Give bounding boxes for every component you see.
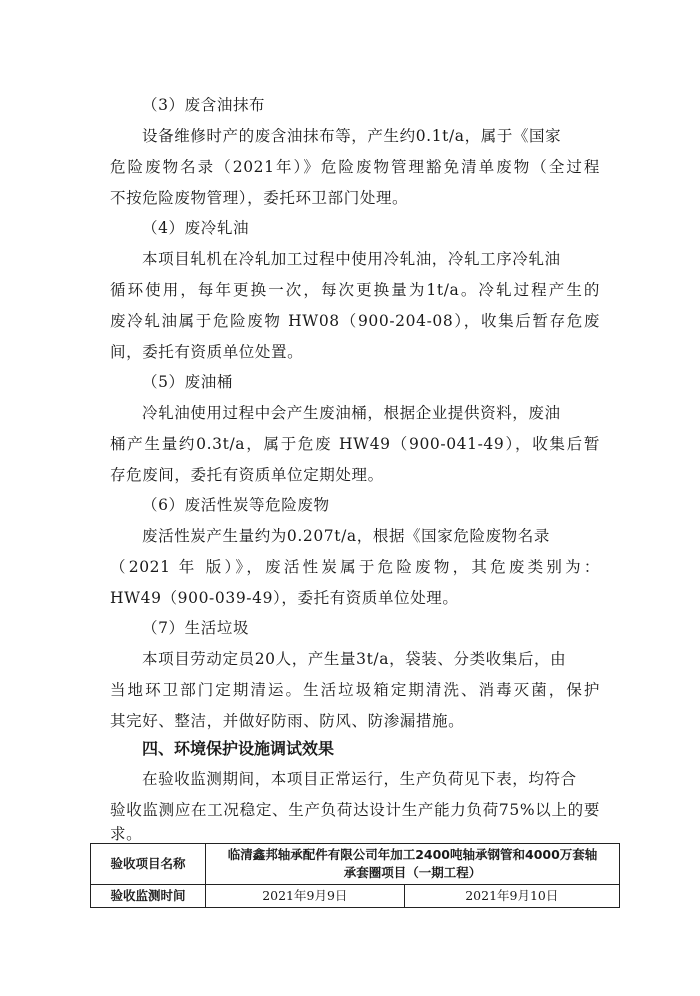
paragraph-line: 间，委托有资质单位处置。 [110, 343, 304, 361]
paragraph-line: 验收监测应在工况稳定、生产负荷达设计生产能力负荷75%以上的要 [110, 801, 600, 819]
paragraph-line: 本项目劳动定员20人，产生量3t/a，袋装、分类收集后，由 [142, 650, 567, 668]
paragraph-line: 当地环卫部门定期清运。生活垃圾箱定期清洗、消毒灭菌，保护 [110, 681, 600, 699]
table-row [91, 844, 620, 885]
section-4-title: （4）废冷轧油 [142, 219, 250, 237]
project-name-value [206, 844, 620, 885]
section-5-title: （5）废油桶 [142, 373, 233, 391]
paragraph-line: 其完好、整洁，并做好防雨、防风、防渗漏措施。 [110, 712, 465, 730]
paragraph-line: 危险废物名录（2021年）》危险废物管理豁免清单废物（全过程 [110, 158, 600, 176]
paragraph-line: 求。 [110, 825, 143, 843]
paragraph-line: 废活性炭产生量约为0.207t/a，根据《国家危险废物名录 [142, 527, 550, 545]
paragraph-line: 在验收监测期间，本项目正常运行，生产负荷见下表，均符合 [142, 770, 577, 788]
paragraph-line: 循环使用，每年更换一次，每次更换量为1t/a。冷轧过程产生的 [110, 281, 600, 299]
paragraph-line: 桶产生量约0.3t/a，属于危废 HW49（900-041-49），收集后暂 [110, 435, 600, 453]
section-heading-4: 四、环境保护设施调试效果 [142, 739, 335, 758]
project-name-line2: 承套圈项目（一期工程） [343, 865, 482, 880]
project-name-line1: 临清鑫邦轴承配件有限公司年加工2400吨轴承钢管和4000万套轴 [227, 847, 598, 862]
paragraph-line: HW49（900-039-49），委托有资质单位处理。 [110, 589, 459, 607]
monitor-time-label: 验收监测时间 [91, 885, 206, 908]
paragraph-line: 本项目轧机在冷轧加工过程中使用冷轧油，冷轧工序冷轧油 [142, 250, 561, 268]
paragraph-line: 废冷轧油属于危险废物 HW08（900-204-08），收集后暂存危废 [110, 312, 600, 330]
paragraph-line: 冷轧油使用过程中会产生废油桶，根据企业提供资料，废油 [142, 404, 561, 422]
monitor-date-1: 2021年9月9日 [206, 885, 405, 908]
paragraph-line: 存危废间，委托有资质单位定期处理。 [110, 466, 384, 484]
section-6-title: （6）废活性炭等危险废物 [142, 496, 330, 514]
monitor-date-2: 2021年9月10日 [404, 885, 619, 908]
project-name-label: 验收项目名称 [91, 844, 206, 885]
table-row [91, 885, 620, 908]
acceptance-table [90, 843, 620, 908]
paragraph-line: 设备维修时产的废含油抹布等，产生约0.1t/a，属于《国家 [142, 127, 562, 145]
section-3-title: （3）废含油抹布 [142, 96, 266, 114]
paragraph-line: （2021 年 版）》，废活性炭属于危险废物，其危废类别为： [110, 558, 600, 576]
section-7-title: （7）生活垃圾 [142, 619, 250, 637]
paragraph-line: 不按危险废物管理），委托环卫部门处理。 [110, 189, 409, 207]
